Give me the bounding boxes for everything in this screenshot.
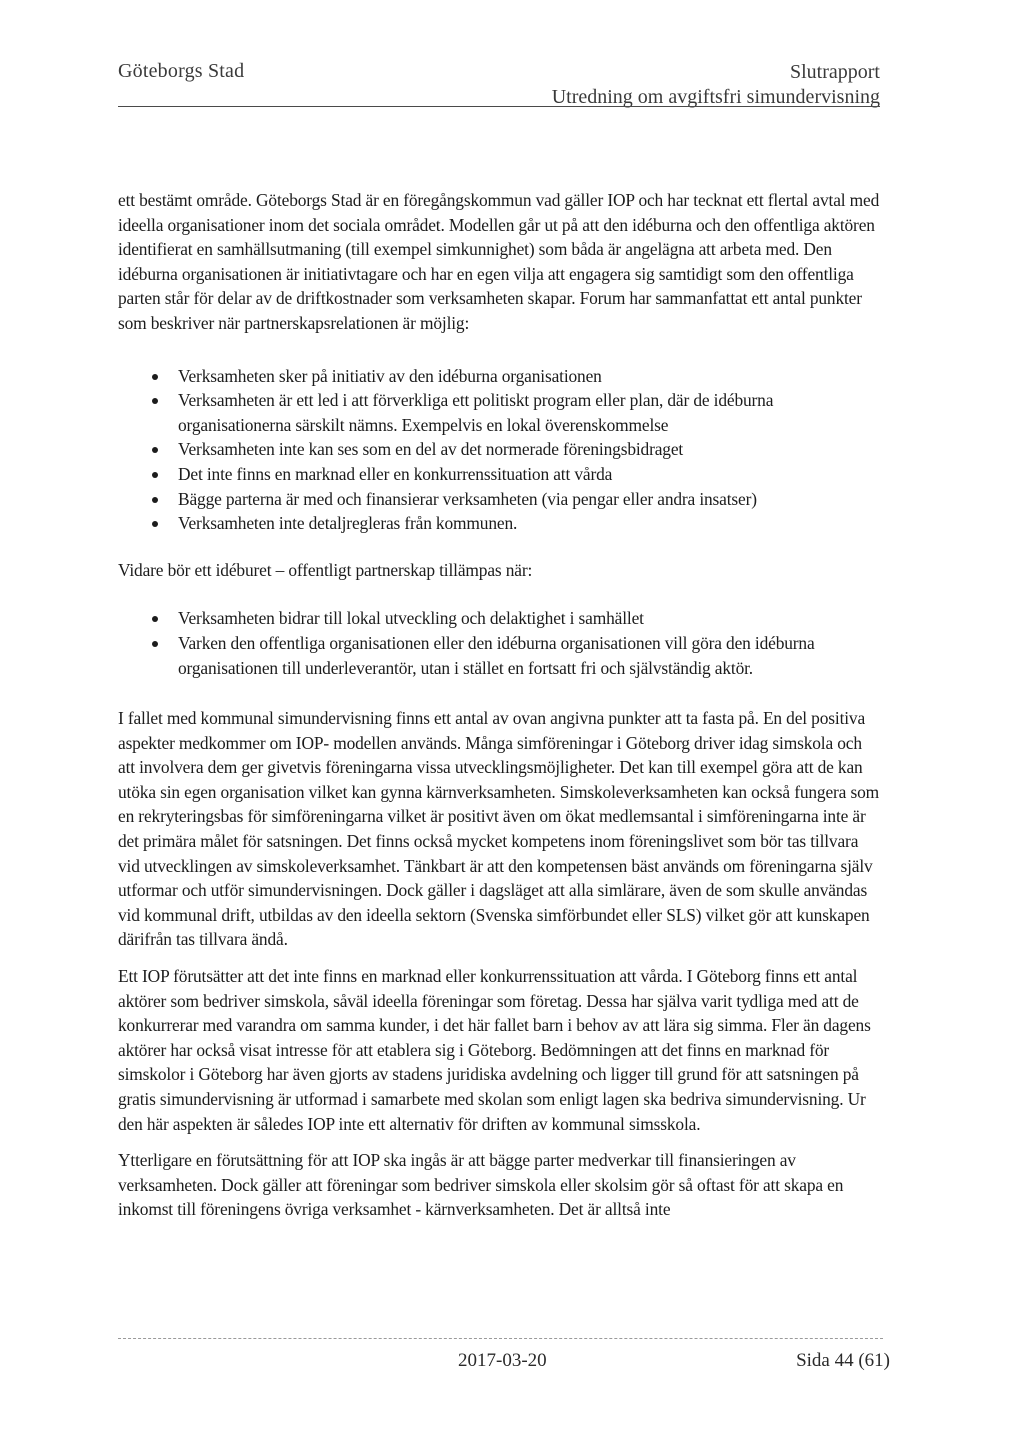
list-item: Verksamheten inte detaljregleras från kommunen. [178, 511, 883, 536]
list-item: Verksamheten sker på initiativ av den idéburna organisationen [178, 364, 883, 389]
partnership-application-list [118, 606, 883, 680]
document-body [118, 188, 883, 1234]
paragraph-market-situation: Ett IOP förutsätter att det inte finns en marknad eller konkurrenssituation att vårda. I Göteborg finns ett antal aktörer som bedriver simskola, såväl ideella föreningar som företag. Dessa har själva varit tydliga med att de konkurrerar med varandra om samma kunder, i det här fallet barn i behov av att lära sig simma. Fler än dagens aktörer har också visat intresse för att etablera sig i Göteborg. Bedömningen att det finns en marknad för simskolor i Göteborg har även gjorts av stadens juridiska avdelning och ligger till grund för att satsningen på gratis simundervisning är utformad i samarbete med skolan som enligt lagen ska bedriva simundervisning. Ur den här aspekten är således IOP inte ett alternativ för driften av kommunal simsskola. [118, 966, 871, 1134]
intro-paragraph: ett bestämt område. Göteborgs Stad är en föregångskommun vad gäller IOP och har tecknat ett flertal avtal med ideella organisationer inom det sociala området. Modellen går ut på att den idéburna och den offentliga aktören identifierat en samhällsutmaning (till exempel simkunnighet) som båda är angelägna att arbeta med. Den idéburna organisationen är initiativtagare och har en egen vilja att engagera sig samtidigt som den offentliga parten står för delar av de driftkostnader som verksamheten skapar. Forum har sammanfattat ett antal punkter som beskriver när partnerskapsrelationen är möjlig: [118, 190, 880, 333]
paragraph-municipal-swimming: I fallet med kommunal simundervisning finns ett antal av ovan angivna punkter att ta fasta på. En del positiva aspekter medkommer om IOP- modellen används. Många simföreningar i Göteborg driver idag simskola och att involvera dem ger givetvis föreningarna vissa utvecklingsmöjligheter. Det kan till exempel göra att de kan utöka sin egen organisation vilket kan gynna kärnverksamheten. Simskoleverksamheten kan också fungera som en rekryteringsbas för simföreningarna vilket är positivt även om ökat medlemsantal i simföreningarna inte är det primära målet för satsningen. Det finns också mycket kompetens inom föreningslivet som bör tas tillvara vid utvecklingen av simskoleverksamhet. Tänkbart är att den kompetensen bäst används om föreningarna själv utformar och utför simundervisningen. Dock gäller i dagsläget att alla simlärare, även de som skulle användas vid kommunal drift, utbildas av den ideella sektorn (Svenska simförbundet eller SLS) vilket gör att kunskapen därifrån tas tillvara ändå. [118, 708, 879, 950]
footer-date: 2017-03-20 [458, 1350, 547, 1371]
partnership-criteria-list [118, 364, 883, 536]
list-item: Det inte finns en marknad eller en konkurrenssituation att vårda [178, 462, 883, 487]
list-item: Verksamheten bidrar till lokal utveckling och delaktighet i samhället [178, 606, 883, 631]
list-item: Bägge parterna är med och finansierar verksamheten (via pengar eller andra insatser) [178, 487, 883, 512]
list-item: Verksamheten är ett led i att förverkliga ett politiskt program eller plan, där de idéburna organisationerna särskilt nämns. Exempelvis en lokal överenskommelse [178, 388, 883, 437]
organization-name: Göteborgs Stad [118, 60, 245, 82]
header-divider [118, 106, 880, 107]
page-number: Sida 44 (61) [796, 1350, 890, 1371]
list-item: Varken den offentliga organisationen eller den idéburna organisationen vill göra den idéburna organisationen till underleverantör, utan i stället en fortsatt fri och självständig aktör. [178, 631, 883, 680]
paragraph-financing: Ytterligare en förutsättning för att IOP ska ingås är att bägge parter medverkar till finansieringen av verksamheten. Dock gäller att föreningar som bedriver simskola eller skolsim gör så oftast för att skapa en inkomst till föreningens övriga verksamhet - kärnverksamheten. Det är alltså inte [118, 1150, 844, 1220]
report-type: Slutrapport [790, 61, 880, 83]
list2-intro: Vidare bör ett idéburet – offentligt partnerskap tillämpas när: [118, 559, 533, 580]
list-item: Verksamheten inte kan ses som en del av det normerade föreningsbidraget [178, 437, 883, 462]
report-subtitle: Utredning om avgiftsfri simundervisning [551, 86, 880, 108]
report-title-block [552, 60, 880, 110]
footer-divider [118, 1338, 883, 1339]
